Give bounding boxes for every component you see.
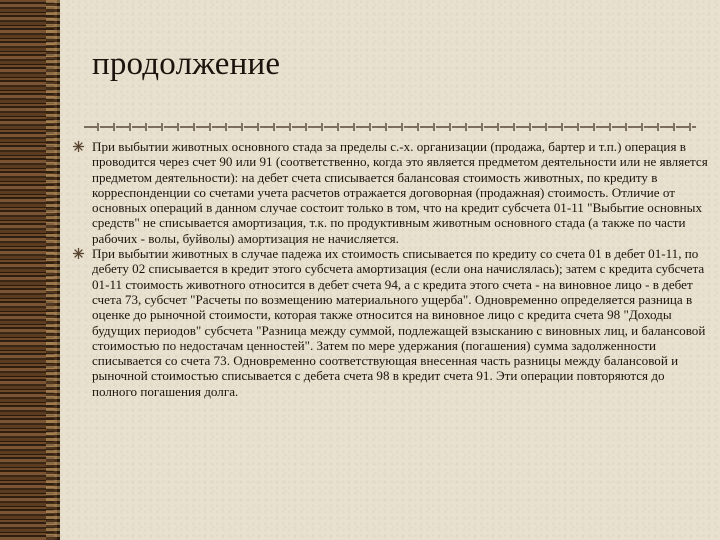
decorative-left-border <box>0 0 60 540</box>
bullet-star-icon <box>72 247 85 260</box>
bullet-star-icon <box>72 140 85 153</box>
title-divider <box>84 123 696 131</box>
bullet-item-2 <box>72 246 712 399</box>
bullet-item-1 <box>72 139 712 246</box>
bullet-text-2: При выбытии животных в случае падежа их стоимость списывается по кредиту со счета 01 в дебет 01-11, по дебету 02 списывается в кредит этого субсчета амортизация (если она начислялась); затем с кредита субсчета 01-11 стоимость животного относится в дебет счета 94, а с кредита этого счета - на виновное лицо - в дебет счета 73, субсчет "Расчеты по возмещению материального ущерба". Одновременно определяется разница в оценке до рыночной стоимости, которая также относится на виновное лицо с кредита счета 98 "Доходы будущих периодов" субсчета "Разница между суммой, подлежащей взысканию с виновных лиц, и балансовой стоимостью по недостачам ценностей". Затем по мере удержания (погашения) сумма задолженности списывается со счета 73. Одновременно соответствующая внесенная часть разницы между балансовой и рыночной стоимостью списывается с дебета счета 98 в кредит счета 91. Эти операции повторяются до полного погашения долга. <box>92 246 706 399</box>
bullet-list <box>72 139 712 399</box>
bullet-text-1: При выбытии животных основного стада за пределы с.-х. организации (продажа, бартер и т.п.) операция в проводится через счет 90 или 91 (соответственно, когда это является предметом деятельности или не является предметом деятельности): на дебет счета списывается балансовая стоимость животных, по кредиту в корреспонденции со счетами учета расчетов отражается договорная (продажная) стоимость. Отличие от основных операций в данном случае состоит только в том, что на кредит субсчета 01-11 "Выбытие основных средств" не списывается амортизация, т.к. по продуктивным животным основного стада (а также по части рабочих - волы, буйволы) амортизация не начисляется. <box>92 139 708 246</box>
slide-title: продолжение <box>92 46 281 82</box>
